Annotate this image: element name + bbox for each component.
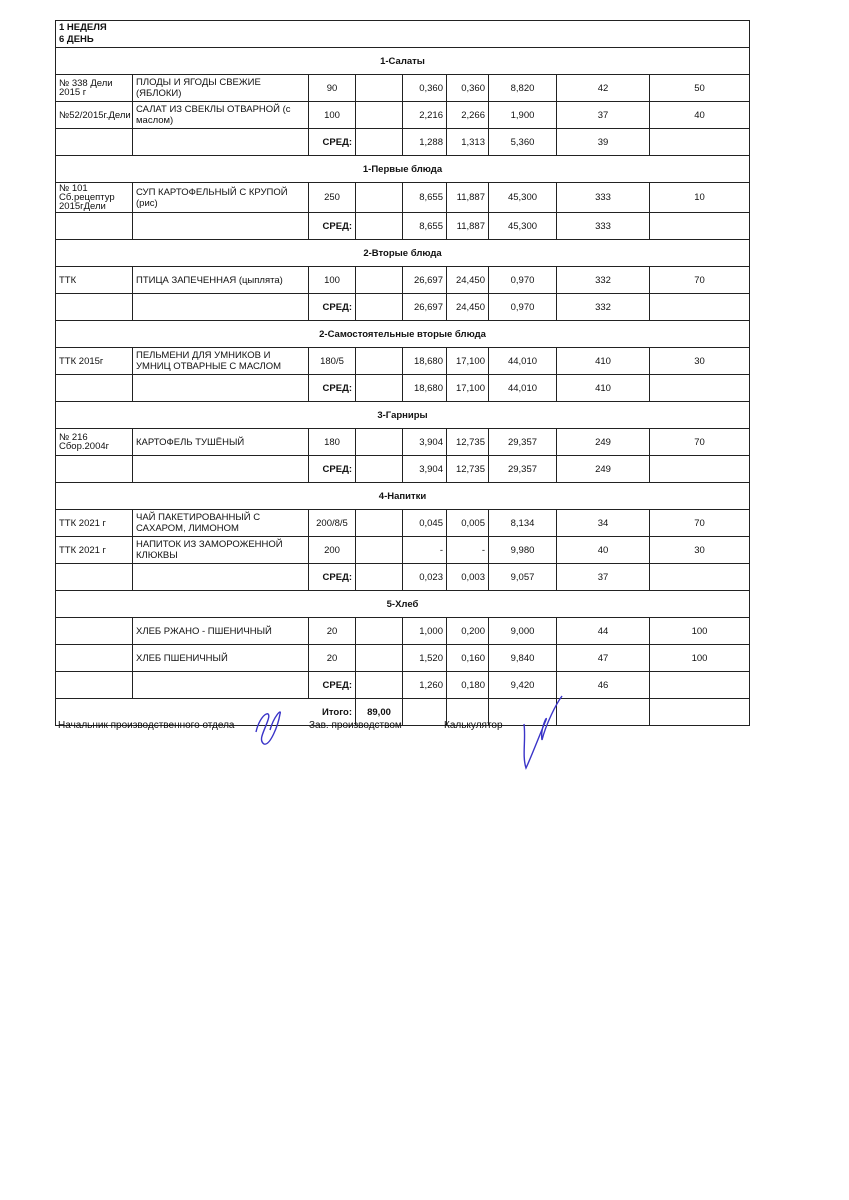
fats-value: 11,887 <box>447 183 489 213</box>
average-row <box>56 129 750 156</box>
table-row <box>56 510 750 537</box>
price-cell <box>356 537 403 564</box>
production-manager-label: Зав. производством <box>309 720 402 731</box>
dish-name: САЛАТ ИЗ СВЕКЛЫ ОТВАРНОЙ (с маслом) <box>133 102 309 129</box>
price-cell <box>356 267 403 294</box>
average-energy: 410 <box>557 375 650 402</box>
fats-value: - <box>447 537 489 564</box>
price-cell <box>356 75 403 102</box>
empty-cell <box>56 375 133 402</box>
average-label: СРЕД: <box>309 564 356 591</box>
portion-weight: 20 <box>309 645 356 672</box>
proteins-value: 1,000 <box>403 618 447 645</box>
average-row <box>56 294 750 321</box>
signature-block <box>58 718 758 788</box>
price-cell <box>356 618 403 645</box>
table-row <box>56 102 750 129</box>
average-proteins: 26,697 <box>403 294 447 321</box>
empty-cell <box>56 129 133 156</box>
price-cell <box>356 645 403 672</box>
average-energy: 39 <box>557 129 650 156</box>
average-vitamin-c <box>650 213 750 240</box>
recipe-code: № 338 Дели 2015 г <box>56 75 133 102</box>
vitamin-c-value: 70 <box>650 510 750 537</box>
average-vitamin-c <box>650 129 750 156</box>
vitamin-c-value: 100 <box>650 618 750 645</box>
section-header-row <box>56 483 750 510</box>
average-fats: 0,180 <box>447 672 489 699</box>
energy-value: 332 <box>557 267 650 294</box>
average-label: СРЕД: <box>309 672 356 699</box>
dish-name: СУП КАРТОФЕЛЬНЫЙ С КРУПОЙ (рис) <box>133 183 309 213</box>
average-energy: 249 <box>557 456 650 483</box>
average-vitamin-c <box>650 375 750 402</box>
portion-weight: 180 <box>309 429 356 456</box>
average-fats: 1,313 <box>447 129 489 156</box>
average-proteins: 18,680 <box>403 375 447 402</box>
average-vitamin-c <box>650 564 750 591</box>
average-carbs: 0,970 <box>489 294 557 321</box>
empty-cell <box>133 375 309 402</box>
section-title: 2-Самостоятельные вторые блюда <box>56 321 750 348</box>
portion-weight: 100 <box>309 102 356 129</box>
fats-value: 0,360 <box>447 75 489 102</box>
average-fats: 12,735 <box>447 456 489 483</box>
average-row <box>56 564 750 591</box>
empty-cell <box>356 129 403 156</box>
energy-value: 333 <box>557 183 650 213</box>
section-title: 5-Хлеб <box>56 591 750 618</box>
section-header-row <box>56 402 750 429</box>
dish-name: НАПИТОК ИЗ ЗАМОРОЖЕННОЙ КЛЮКВЫ <box>133 537 309 564</box>
portion-weight: 180/5 <box>309 348 356 375</box>
proteins-value: 2,216 <box>403 102 447 129</box>
price-cell <box>356 429 403 456</box>
average-proteins: 3,904 <box>403 456 447 483</box>
table-row <box>56 75 750 102</box>
empty-cell <box>356 564 403 591</box>
section-title: 2-Вторые блюда <box>56 240 750 267</box>
carbs-value: 29,357 <box>489 429 557 456</box>
price-cell <box>356 348 403 375</box>
carbs-value: 45,300 <box>489 183 557 213</box>
section-title: 1-Первые блюда <box>56 156 750 183</box>
empty-cell <box>133 564 309 591</box>
table-row <box>56 645 750 672</box>
table-row <box>56 183 750 213</box>
empty-cell <box>356 213 403 240</box>
average-proteins: 0,023 <box>403 564 447 591</box>
signature-head-mark <box>250 706 290 748</box>
vitamin-c-value: 10 <box>650 183 750 213</box>
carbs-value: 1,900 <box>489 102 557 129</box>
section-header-row <box>56 321 750 348</box>
average-row <box>56 375 750 402</box>
carbs-value: 8,820 <box>489 75 557 102</box>
menu-table <box>55 20 750 726</box>
fats-value: 17,100 <box>447 348 489 375</box>
price-cell <box>356 510 403 537</box>
table-row <box>56 618 750 645</box>
recipe-code <box>56 618 133 645</box>
recipe-code: ТТК 2021 г <box>56 537 133 564</box>
carbs-value: 44,010 <box>489 348 557 375</box>
table-row <box>56 537 750 564</box>
table-row <box>56 429 750 456</box>
empty-cell <box>56 564 133 591</box>
energy-value: 410 <box>557 348 650 375</box>
total-label: Итого: <box>56 699 356 726</box>
empty-cell <box>133 294 309 321</box>
average-row <box>56 213 750 240</box>
fats-value: 0,200 <box>447 618 489 645</box>
average-energy: 37 <box>557 564 650 591</box>
average-proteins: 1,260 <box>403 672 447 699</box>
fats-value: 2,266 <box>447 102 489 129</box>
energy-value: 47 <box>557 645 650 672</box>
signature-calculator-mark <box>516 694 566 774</box>
energy-value: 40 <box>557 537 650 564</box>
average-proteins: 8,655 <box>403 213 447 240</box>
section-title: 1-Салаты <box>56 48 750 75</box>
recipe-code: №52/2015г.Дели <box>56 102 133 129</box>
dish-name: ЧАЙ ПАКЕТИРОВАННЫЙ С САХАРОМ, ЛИМОНОМ <box>133 510 309 537</box>
dish-name: КАРТОФЕЛЬ ТУШЁНЫЙ <box>133 429 309 456</box>
average-vitamin-c <box>650 672 750 699</box>
proteins-value: 1,520 <box>403 645 447 672</box>
average-proteins: 1,288 <box>403 129 447 156</box>
proteins-value: - <box>403 537 447 564</box>
recipe-code: № 216 Сбор.2004г <box>56 429 133 456</box>
section-header-row <box>56 240 750 267</box>
empty-cell <box>356 456 403 483</box>
fats-value: 0,160 <box>447 645 489 672</box>
day-label: 6 ДЕНЬ <box>59 34 94 45</box>
vitamin-c-value: 70 <box>650 267 750 294</box>
energy-value: 44 <box>557 618 650 645</box>
total-value: 89,00 <box>356 699 403 726</box>
vitamin-c-value: 30 <box>650 537 750 564</box>
portion-weight: 20 <box>309 618 356 645</box>
empty-cell <box>56 213 133 240</box>
section-header-row <box>56 591 750 618</box>
carbs-value: 9,840 <box>489 645 557 672</box>
table-row <box>56 348 750 375</box>
average-label: СРЕД: <box>309 129 356 156</box>
carbs-value: 9,980 <box>489 537 557 564</box>
price-cell <box>356 102 403 129</box>
average-carbs: 45,300 <box>489 213 557 240</box>
proteins-value: 18,680 <box>403 348 447 375</box>
empty-cell <box>133 672 309 699</box>
dish-name: ХЛЕБ РЖАНО - ПШЕНИЧНЫЙ <box>133 618 309 645</box>
recipe-code: ТТК <box>56 267 133 294</box>
price-cell <box>356 183 403 213</box>
portion-weight: 100 <box>309 267 356 294</box>
energy-value: 42 <box>557 75 650 102</box>
empty-cell <box>56 672 133 699</box>
dish-name: ПЕЛЬМЕНИ ДЛЯ УМНИКОВ И УМНИЦ ОТВАРНЫЕ С МАСЛОМ <box>133 348 309 375</box>
carbs-value: 0,970 <box>489 267 557 294</box>
average-energy: 333 <box>557 213 650 240</box>
dish-name: ХЛЕБ ПШЕНИЧНЫЙ <box>133 645 309 672</box>
average-carbs: 9,057 <box>489 564 557 591</box>
energy-value: 34 <box>557 510 650 537</box>
week-label: 1 НЕДЕЛЯ <box>59 22 107 33</box>
vitamin-c-value: 50 <box>650 75 750 102</box>
section-header-row <box>56 48 750 75</box>
head-of-production-label: Начальник производственного отдела <box>58 720 235 731</box>
vitamin-c-value: 70 <box>650 429 750 456</box>
vitamin-c-value: 100 <box>650 645 750 672</box>
average-carbs: 9,420 <box>489 672 557 699</box>
recipe-code <box>56 645 133 672</box>
average-carbs: 29,357 <box>489 456 557 483</box>
dish-name: ПТИЦА ЗАПЕЧЕННАЯ (цыплята) <box>133 267 309 294</box>
empty-cell <box>133 213 309 240</box>
vitamin-c-value: 40 <box>650 102 750 129</box>
menu-sheet <box>55 20 749 726</box>
fats-value: 0,005 <box>447 510 489 537</box>
section-header-row <box>56 156 750 183</box>
average-vitamin-c <box>650 456 750 483</box>
average-row <box>56 456 750 483</box>
empty-cell <box>133 129 309 156</box>
empty-cell <box>356 375 403 402</box>
average-energy: 46 <box>557 672 650 699</box>
proteins-value: 0,045 <box>403 510 447 537</box>
header-row <box>56 21 750 48</box>
proteins-value: 0,360 <box>403 75 447 102</box>
average-vitamin-c <box>650 294 750 321</box>
energy-value: 37 <box>557 102 650 129</box>
average-carbs: 5,360 <box>489 129 557 156</box>
average-label: СРЕД: <box>309 375 356 402</box>
portion-weight: 200/8/5 <box>309 510 356 537</box>
empty-cell <box>133 456 309 483</box>
vitamin-c-value: 30 <box>650 348 750 375</box>
average-fats: 0,003 <box>447 564 489 591</box>
empty-cell <box>56 456 133 483</box>
fats-value: 24,450 <box>447 267 489 294</box>
empty-cell <box>356 672 403 699</box>
calculator-label: Калькулятор <box>444 720 503 731</box>
header-cell <box>56 21 750 48</box>
proteins-value: 3,904 <box>403 429 447 456</box>
portion-weight: 250 <box>309 183 356 213</box>
proteins-value: 26,697 <box>403 267 447 294</box>
average-fats: 11,887 <box>447 213 489 240</box>
average-fats: 24,450 <box>447 294 489 321</box>
empty-cell <box>356 294 403 321</box>
section-title: 4-Напитки <box>56 483 750 510</box>
portion-weight: 90 <box>309 75 356 102</box>
recipe-code: ТТК 2015г <box>56 348 133 375</box>
recipe-code: № 101 Сб.рецептур 2015гДели <box>56 183 133 213</box>
average-row <box>56 672 750 699</box>
average-label: СРЕД: <box>309 294 356 321</box>
average-fats: 17,100 <box>447 375 489 402</box>
portion-weight: 200 <box>309 537 356 564</box>
section-title: 3-Гарниры <box>56 402 750 429</box>
average-energy: 332 <box>557 294 650 321</box>
carbs-value: 8,134 <box>489 510 557 537</box>
recipe-code: ТТК 2021 г <box>56 510 133 537</box>
average-label: СРЕД: <box>309 213 356 240</box>
table-row <box>56 267 750 294</box>
average-label: СРЕД: <box>309 456 356 483</box>
average-carbs: 44,010 <box>489 375 557 402</box>
energy-value: 249 <box>557 429 650 456</box>
carbs-value: 9,000 <box>489 618 557 645</box>
proteins-value: 8,655 <box>403 183 447 213</box>
empty-cell <box>56 294 133 321</box>
dish-name: ПЛОДЫ И ЯГОДЫ СВЕЖИЕ (ЯБЛОКИ) <box>133 75 309 102</box>
fats-value: 12,735 <box>447 429 489 456</box>
